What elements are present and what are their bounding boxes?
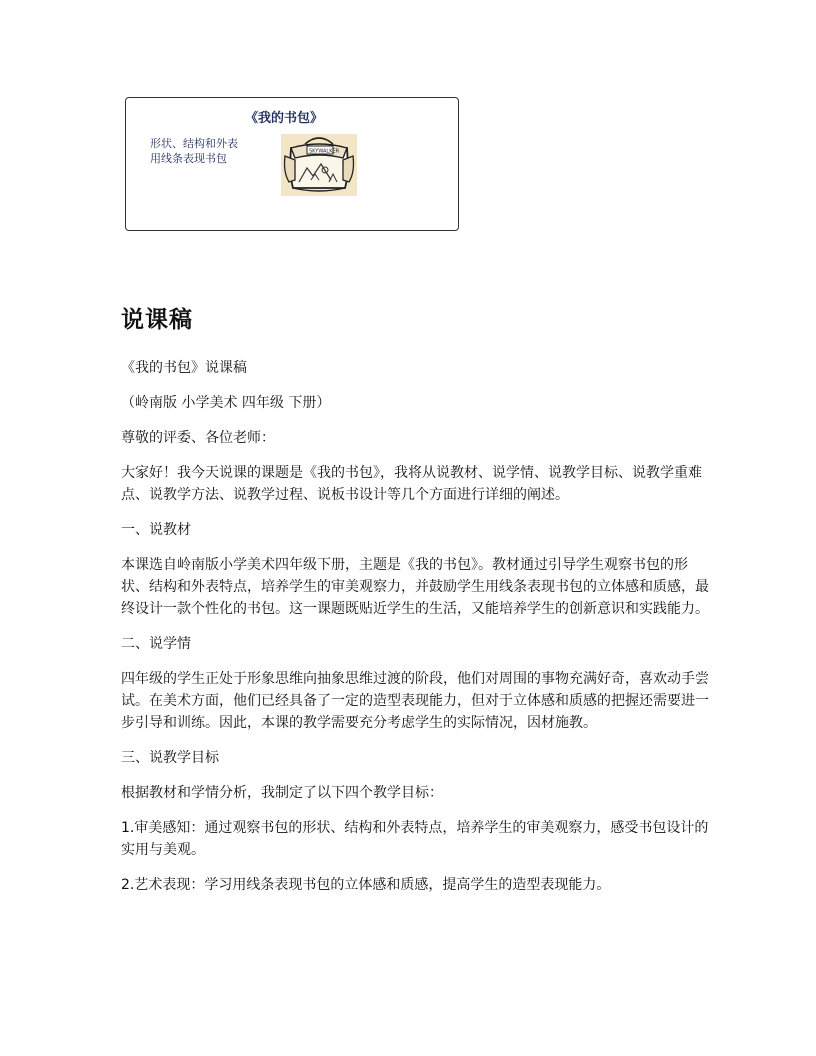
section-body: 四年级的学生正处于形象思维向抽象思维过渡的阶段，他们对周围的事物充满好奇，喜欢动手尝试。在美术方面，他们已经具备了一定的造型表现能力，但对于立体感和质感的把握还需要进一步引导和训练。因此，本课的教学需要充分考虑学生的实际情况，因材施教。 [121, 671, 709, 731]
section-heading: 一、说教材 [121, 522, 191, 538]
section-body: 本课选自岭南版小学美术四年级下册，主题是《我的书包》。教材通过引导学生观察书包的形状、结构和外表特点，培养学生的审美观察力，并鼓励学生用线条表现书包的立体感和质感，最终设计一款个性化的书包。这一课题既贴近学生的生活，又能培养学生的创新意识和实践能力。 [121, 557, 709, 617]
document-title-line: 《我的书包》说课稿 [121, 360, 247, 376]
schoolbag-sketch-icon [281, 134, 357, 196]
slide-line-2: 用线条表现书包 [150, 152, 227, 165]
slide-line-1: 形状、结构和外表 [150, 137, 238, 150]
slide-title: 《我的书包》 [244, 111, 323, 126]
document-greeting: 尊敬的评委、各位老师： [121, 430, 275, 446]
goal-item: 1.审美感知：通过观察书包的形状、结构和外表特点，培养学生的审美观察力，感受书包设计的实用与美观。 [121, 820, 709, 858]
slide-thumbnail [125, 97, 459, 231]
goal-item: 2.艺术表现：学习用线条表现书包的立体感和质感，提高学生的造型表现能力。 [121, 877, 611, 893]
section-heading: 三、说教学目标 [121, 750, 219, 766]
document-body [121, 357, 711, 909]
document-heading: 说课稿 [121, 307, 193, 333]
document-intro: 大家好！我今天说课的课题是《我的书包》，我将从说教材、说学情、说教学目标、说教学重难点、说教学方法、说教学过程、说板书设计等几个方面进行详细的阐述。 [121, 465, 702, 503]
bag-tag-text: SKYWALKER [309, 148, 340, 155]
document-edition: （岭南版 小学美术 四年级 下册） [121, 395, 331, 411]
section-heading: 二、说学情 [121, 636, 191, 652]
section-body: 根据教材和学情分析，我制定了以下四个教学目标： [121, 785, 443, 801]
slide-text [150, 136, 238, 166]
